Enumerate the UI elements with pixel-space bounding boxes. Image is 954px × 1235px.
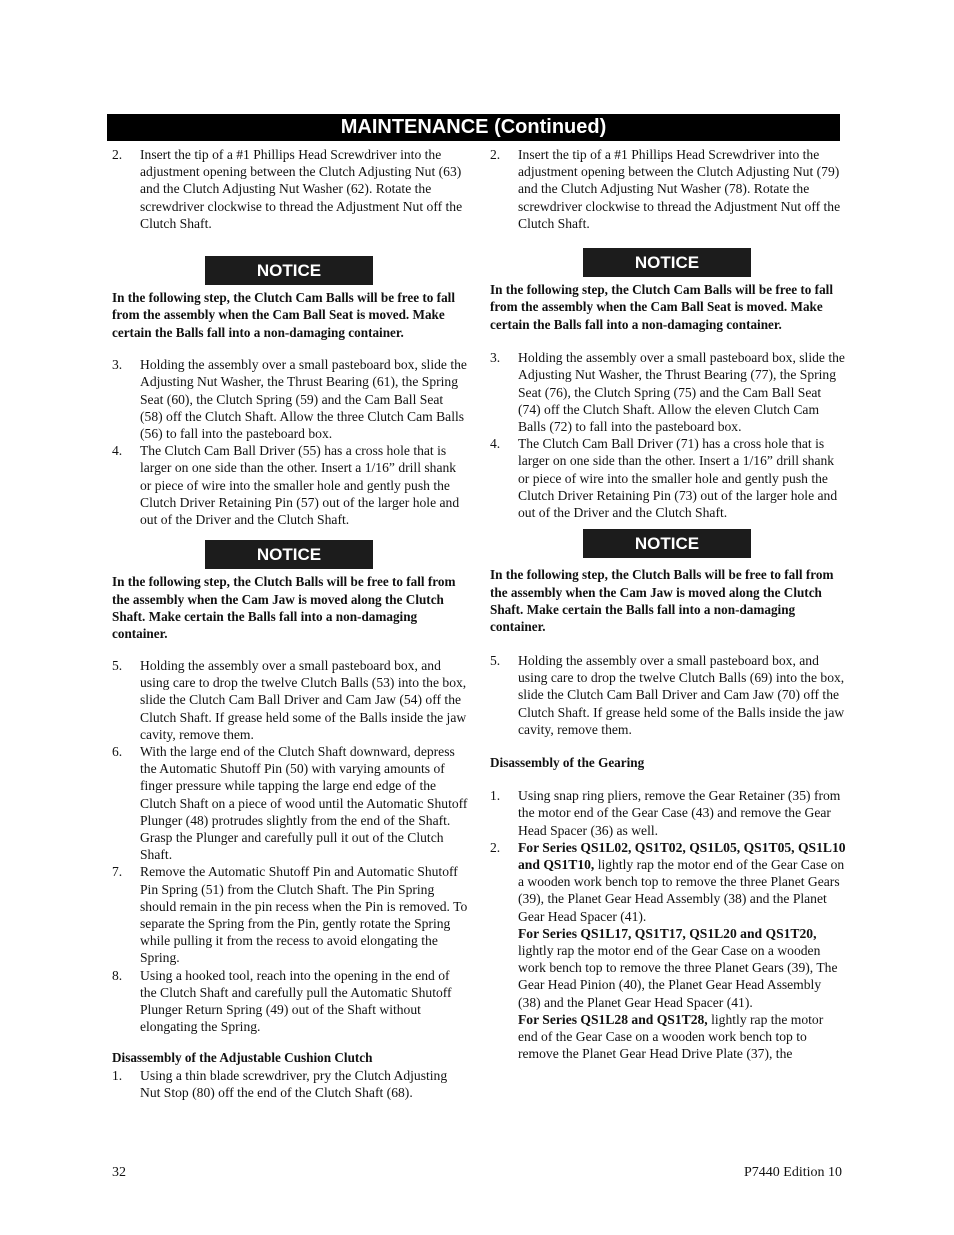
step-text: Using a hooked tool, reach into the opening in the end of the Clutch Shaft and carefully pull the Automatic Shutoff Plunger Return Spring (49) out of the Shaft without elongating the Spring.	[140, 967, 452, 1035]
step-text: Remove the Automatic Shutoff Pin and Automatic Shutoff Pin Spring (51) from the Clutch Shaft. The Pin Spring should remain in the pin recess when the Pin is removed. To separate the Spring from the Pin, gently rotate the Spring while pulling it from the recess to avoid elongating the Spring.	[140, 864, 468, 966]
step-text: Holding the assembly over a small pasteboard box, slide the Adjusting Nut Washer, the Thrust Bearing (77), the Spring Seat (76), the Clutch Spring (75) and the Cam Ball Seat (74) off the Clutch Shaft. Allow the eleven Clutch Cam Balls (72) to fall into the pasteboard box.	[518, 350, 845, 435]
right-step-5	[490, 652, 846, 738]
left-step-6	[112, 743, 468, 863]
right-step-3	[490, 349, 846, 435]
notice-badge: NOTICE	[205, 256, 373, 285]
step-text: The Clutch Cam Ball Driver (55) has a cross hole that is larger on one side than the other. Insert a 1/16” drill shank or piece of wire into the smaller hole and gently push the Clutch Driver Retaining Pin (57) out of the larger hole and out of the Driver and the Clutch Shaft.	[140, 443, 460, 528]
right-step-1-gearing	[490, 787, 846, 839]
series-label-c: For Series QS1L28 and QS1T28,	[518, 1011, 708, 1027]
left-step-2	[112, 146, 468, 232]
right-step-2-gearing	[490, 839, 846, 1063]
step-text: Insert the tip of a #1 Phillips Head Screwdriver into the adjustment opening between the Clutch Adjusting Nut (79) and the Clutch Adjusting Nut Washer (78). Rotate the screwdriver clockwise to thread the Adjustment Nut off the Clutch Shaft.	[518, 147, 841, 231]
right-step-4	[490, 435, 846, 521]
series-text-b: lightly rap the motor end of the Gear Case on a wooden work bench top to remove the three Planet Gears (39), The Gear Head Pinion (40), the Planet Gear Head Assembly (38) and the Planet Gear Head Spacer (41).	[518, 942, 838, 1010]
step-text: Holding the assembly over a small pasteboard box, and using care to drop the twelve Clutch Balls (53) into the box, slide the Clutch Cam Ball Driver and Cam Jaw (54) off the Clutch Shaft. If grease held some of the Balls inside the jaw cavity, remove them.	[140, 657, 467, 742]
series-label-b: For Series QS1L17, QS1T17, QS1L20 and QS1T20,	[518, 925, 817, 941]
step-text: Insert the tip of a #1 Phillips Head Screwdriver into the adjustment opening between the Clutch Adjusting Nut (63) and the Clutch Adjusting Nut Washer (62). Rotate the screwdriver clockwise to thread the Adjustment Nut off the Clutch Shaft.	[140, 147, 463, 231]
left-step-1-clutch	[112, 1067, 468, 1101]
step-number: 3.	[490, 350, 501, 366]
series-label-a: For Series QS1L02, QS1T02, QS1L05, QS1T05, QS1L10 and QS1T10,	[518, 839, 846, 872]
right-notice-1: In the following step, the Clutch Cam Balls will be free to fall from the assembly when the Cam Ball Seat is moved. Make certain the Balls fall into a non-damaging container.	[490, 282, 833, 332]
notice-badge: NOTICE	[205, 540, 373, 569]
step-number: 4.	[112, 443, 123, 459]
notice-badge: NOTICE	[583, 248, 751, 277]
right-step-2	[490, 146, 846, 232]
step-number: 2.	[490, 147, 501, 162]
step-number: 2.	[112, 147, 123, 162]
left-notice-2: In the following step, the Clutch Balls will be free to fall from the assembly when the Cam Jaw is moved along the Clutch Shaft. Make certain the Balls fall into a non-damaging container.	[112, 574, 456, 642]
step-text: With the large end of the Clutch Shaft downward, depress the Automatic Shutoff Pin (50) with varying amounts of finger pressure while tapping the large end edge of the Clutch Shaft on a piece of wood until the Automatic Shutoff Plunger (48) protrudes slightly from the end of the Shaft. Grasp the Plunger and carefully pull it out of the Clutch Shaft.	[140, 743, 468, 863]
step-number: 4.	[490, 436, 501, 452]
series-text-a: lightly rap the motor end of the Gear Case on a wooden work bench top to remove the three Planet Gears (39), the Planet Gear Head Assembly (38) and the Planet Gear Head Spacer (41).	[518, 856, 845, 924]
notice-badge: NOTICE	[583, 529, 751, 558]
left-step-5	[112, 657, 468, 743]
step-text: Holding the assembly over a small pasteboard box, slide the Adjusting Nut Washer, the Thrust Bearing (61), the Spring Seat (60), the Clutch Spring (59) and the Cam Ball Seat (58) off the Clutch Shaft. Allow the three Clutch Cam Balls (56) to fall into the pasteboard box.	[140, 357, 467, 442]
step-number: 3.	[112, 357, 123, 373]
right-subheading: Disassembly of the Gearing	[490, 754, 645, 770]
step-text: Using a thin blade screwdriver, pry the Clutch Adjusting Nut Stop (80) off the end of the Clutch Shaft (68).	[140, 1067, 448, 1100]
left-step-8	[112, 967, 468, 1036]
step-number: 6.	[112, 743, 123, 759]
left-column	[112, 146, 468, 1101]
step-number: 1.	[112, 1067, 123, 1083]
series-text-c: lightly rap the motor end of the Gear Case on a wooden work bench top to remove the Planet Gear Head Drive Plate (37), the	[518, 1011, 824, 1062]
step-number: 8.	[112, 967, 123, 983]
step-text: Using snap ring pliers, remove the Gear Retainer (35) from the motor end of the Gear Case (43) and remove the Gear Head Spacer (36) as well.	[518, 788, 841, 838]
step-text: Holding the assembly over a small pasteboard box, and using care to drop the twelve Clutch Balls (69) into the box, slide the Clutch Cam Ball Driver and Cam Jaw (70) off the Clutch Shaft. If grease held some of the Balls inside the jaw cavity, remove them.	[518, 652, 845, 737]
edition-label: P7440 Edition 10	[743, 1165, 842, 1180]
left-step-7	[112, 863, 468, 966]
left-notice-1: In the following step, the Clutch Cam Balls will be free to fall from the assembly when the Cam Ball Seat is moved. Make certain the Balls fall into a non-damaging container.	[112, 290, 455, 340]
step-number: 1.	[490, 788, 501, 804]
step-text: The Clutch Cam Ball Driver (71) has a cross hole that is larger on one side than the other. Insert a 1/16” drill shank or piece of wire into the smaller hole and gently push the Clutch Driver Retaining Pin (73) out of the larger hole and out of the Driver and the Clutch Shaft.	[518, 436, 838, 521]
step-number: 7.	[112, 864, 123, 880]
section-title: MAINTENANCE (Continued)	[107, 114, 840, 141]
right-column	[490, 146, 846, 1062]
step-number: 2.	[490, 839, 501, 855]
step-number: 5.	[112, 657, 123, 673]
left-subheading: Disassembly of the Adjustable Cushion Clutch	[112, 1050, 373, 1066]
left-step-4	[112, 442, 468, 528]
page-number: 32	[112, 1165, 126, 1180]
left-step-3	[112, 356, 468, 442]
step-number: 5.	[490, 652, 501, 668]
right-notice-2: In the following step, the Clutch Balls will be free to fall from the assembly when the Cam Jaw is moved along the Clutch Shaft. Make certain the Balls fall into a non-damaging container.	[490, 567, 834, 635]
